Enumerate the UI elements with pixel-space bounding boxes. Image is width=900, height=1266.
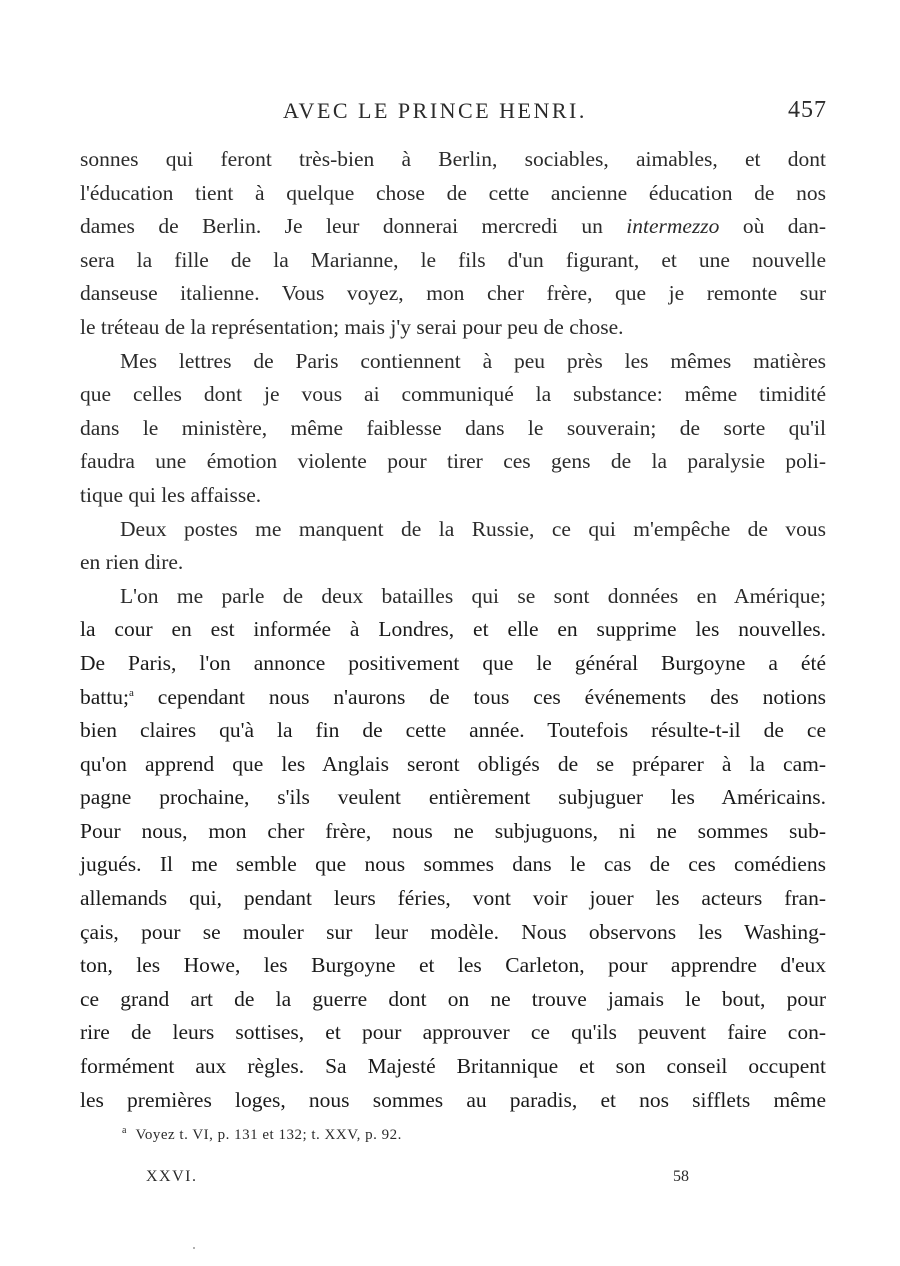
line-text: dans le ministère, même faiblesse dans le souverain; de sorte qu'il: [80, 415, 826, 440]
line-text: allemands qui, pendant leurs féries, vont voir jouer les acteurs fran-: [80, 886, 826, 911]
text-line: [80, 445, 826, 479]
line-text: la cour en est informée à Londres, et elle en supprime les nouvelles.: [80, 617, 826, 642]
text-line: [80, 882, 826, 916]
running-title: AVEC LE PRINCE HENRI.: [283, 98, 587, 123]
text-line: [80, 1050, 826, 1084]
line-text: danseuse italienne. Vous voyez, mon cher frère, que je remonte sur: [80, 281, 826, 306]
line-text-continued: où dan-: [719, 214, 827, 239]
body-text: [80, 143, 826, 1117]
italic-term: intermezzo: [626, 214, 720, 239]
text-line: [80, 143, 826, 177]
line-text: ton, les Howe, les Burgoyne et les Carleton, pour apprendre d'eux: [80, 953, 826, 978]
line-text: l'éducation tient à quelque chose de cette ancienne éducation de nos: [80, 180, 826, 205]
text-line: [80, 177, 826, 211]
line-text: L'on me parle de deux batailles qui se sont données en Amérique;: [120, 583, 826, 608]
line-text: battu;: [80, 684, 129, 709]
text-line: [80, 277, 826, 311]
text-line: [80, 580, 826, 614]
text-line: [80, 647, 826, 681]
text-line: [80, 681, 826, 715]
line-text: en rien dire.: [80, 550, 184, 575]
text-line: [80, 210, 826, 244]
text-line: [80, 781, 826, 815]
text-line: [80, 748, 826, 782]
line-text: De Paris, l'on annonce positivement que le général Burgoyne a été: [80, 650, 826, 675]
line-text: formément aux règles. Sa Majesté Britannique et son conseil occupent: [80, 1054, 826, 1079]
line-text: dames de Berlin. Je leur donnerai mercredi un: [80, 214, 627, 239]
line-text-continued: cependant nous n'aurons de tous ces événements des notions: [133, 684, 826, 709]
footnote-reference: a: [128, 686, 134, 699]
line-text: Deux postes me manquent de la Russie, ce qui m'empêche de vous: [120, 516, 826, 541]
line-text: rire de leurs sottises, et pour approuver ce qu'ils peuvent faire con-: [80, 1020, 826, 1045]
text-line: [80, 983, 826, 1017]
page-number: 457: [788, 97, 827, 123]
text-line: [80, 714, 826, 748]
text-line: [80, 311, 826, 345]
footnote-marker: a: [122, 1125, 127, 1136]
text-line: [80, 345, 826, 379]
line-text: les premières loges, nous sommes au paradis, et nos sifflets même: [80, 1087, 826, 1112]
text-line: [80, 244, 826, 278]
line-text: que celles dont je vous ai communiqué la substance: même timidité: [80, 382, 826, 407]
line-text: jugués. Il me semble que nous sommes dans le cas de ces comédiens: [80, 852, 826, 877]
line-text: ce grand art de la guerre dont on ne trouve jamais le bout, pour: [80, 986, 826, 1011]
text-line: [80, 815, 826, 849]
text-line: [80, 513, 826, 547]
line-text: pagne prochaine, s'ils veulent entièrement subjuguer les Américains.: [80, 785, 826, 810]
text-line: [80, 949, 826, 983]
line-text: le tréteau de la représentation; mais j'y serai pour peu de chose.: [80, 314, 624, 339]
line-text: faudra une émotion violente pour tirer ces gens de la paralysie poli-: [80, 449, 826, 474]
line-text: qu'on apprend que les Anglais seront obligés de se préparer à la cam-: [80, 751, 826, 776]
line-text: Pour nous, mon cher frère, nous ne subjuguons, ni ne sommes sub-: [80, 818, 826, 843]
text-line: [80, 412, 826, 446]
text-line: [80, 479, 826, 513]
line-text: tique qui les affaisse.: [80, 482, 262, 507]
text-line: [80, 613, 826, 647]
text-line: [80, 916, 826, 950]
line-text: sera la fille de la Marianne, le fils d'un figurant, et une nouvelle: [80, 247, 826, 272]
line-text: sonnes qui feront très-bien à Berlin, sociables, aimables, et dont: [80, 147, 826, 171]
signature-mark: XXVI.: [146, 1168, 198, 1185]
paper-speck: [193, 1247, 195, 1249]
sheet-number: 58: [673, 1168, 689, 1185]
text-line: [80, 546, 826, 580]
text-line: [80, 1084, 826, 1118]
line-text: Mes lettres de Paris contiennent à peu près les mêmes matières: [120, 348, 826, 373]
line-text: çais, pour se mouler sur leur modèle. Nous observons les Washing-: [80, 919, 826, 944]
running-head: [0, 98, 900, 128]
footnote-text: Voyez t. VI, p. 131 et 132; t. XXV, p. 92.: [135, 1127, 402, 1143]
text-line: [80, 1016, 826, 1050]
line-text: bien claires qu'à la fin de cette année. Toutefois résulte-t-il de ce: [80, 718, 826, 743]
text-line: [80, 848, 826, 882]
text-line: [80, 378, 826, 412]
footnote: [122, 1127, 402, 1144]
